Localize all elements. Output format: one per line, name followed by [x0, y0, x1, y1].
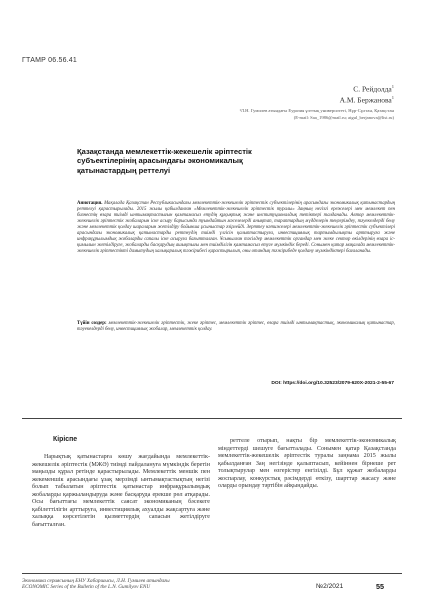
abstract-label: Аннотация. — [77, 201, 103, 206]
journal-series — [22, 578, 170, 590]
body-column-left — [32, 454, 210, 529]
title-line: қатынастардың реттелуі — [77, 165, 171, 175]
title-line: субъектілерінің арасындағы экономикалық — [77, 156, 243, 166]
author-name: А.М. Бержанова$^1$ — [339, 95, 394, 105]
body-paragraph: реттеле отырып, нақты бір мемлекеттік-экономикалық міндеттерді шешуге бағытталады. Сонымен қатар Қазақстанда мемлекеттік-жекешелік әріптестік туралы заңнама 2015 жылы қабылданған Заң негізінде қалыптасып, кейіннен бірнеше рет толықтырулар мен өзгерістер енгізілді. Бұл құжат жобаларды жоспарлау, конкурстық рәсімдерді өткізу, шарттар жасасу және оларды орындау тәртібін айқындайды. — [218, 438, 396, 490]
affiliation-email: (E-mail: Saa_1986@mail.ru; aigul_berjanova@list.ru) — [293, 115, 394, 120]
doi-link[interactable]: https://doi.org/10.32523/2079-620X-2021-2-55-67 — [283, 381, 394, 386]
page-number: 55 — [376, 582, 384, 591]
abstract — [77, 201, 395, 255]
issue-number: №2/2021 — [316, 583, 344, 590]
divider — [22, 418, 402, 419]
doi — [271, 381, 394, 386]
body-paragraph: Нарықтық қатынастарға көшу жағдайында мемлекеттік-жекешелік әріптестік (МЖӘ) тиімді пайдалануға мүмкіндік беретін маңызды құрал ретінде қарастырылады. Мемлекеттік меншік пен жекеменшік арасындағы ұзақ мерзімді ынтымақтастықтың негізі болып табылатын әріптестік қатынастар инфрақұрылымдық жобаларды қаржыландыруда және басқаруда ерекше рөл атқарады. Осы бағыттағы мемлекеттік саясат экономиканың бәсекеге қабілеттілігін арттыруға, инвестициялық ахуалды жақсартуға және халыққа көрсетілетін қызметтердің сапасын жетілдіруге бағытталған. — [32, 454, 210, 528]
footer-rule — [22, 573, 402, 574]
doi-label: DOI: — [271, 381, 282, 386]
keywords — [77, 321, 395, 333]
keywords-label: Түйін сөздер: — [77, 321, 107, 326]
affiliation: ¹Л.Н. Гумилев атындағы Еуразия ұлттық университеті, Нұр-Сұлтан, Қазақстан — [239, 108, 394, 113]
grstnti-code: ГТАМР 06.56.41 — [22, 57, 77, 64]
article-title — [77, 147, 397, 175]
series-line: ECONOMIC Series of the Bulletin of the L.N. Gumilyov ENU — [22, 584, 151, 591]
body-column-right — [218, 438, 396, 491]
author-name: С. Рейдолда$^1$ — [353, 84, 394, 94]
abstract-text: Мақалада Қазақстан Республикасындағы мемлекеттік-жекешелік әріптестік субъектілерінің арасындағы экономикалық қатынастардың реттелуі қарастырылады. 2015 жылы қабылданған «Мемлекеттік-жекешелік әріптестік туралы» Заңның негізгі ережелері мен мемлекет пен бизнестің өзара тиімді ынтымақтастығын қамтамасыз етудің құқықтық және институционалдық тетіктері талданады. Автор мемлекеттік-жекешелік әріптестік жобаларын іске асыру барысында туындайтын мәселелерді анықтап, тараптардың мүдделерін теңгерімдеу, тәуекелдерді бөлу және мемлекеттік қолдау шараларын жетілдіру бойынша ұсыныстар әзірлейді. Зерттеу нәтижелері мемлекеттік-жекешелік әріптестік субъектілері арасындағы экономикалық қатынастарды реттеудің тиімді үлгісін қалыптастыруға, инвестициялық тартымдылықты арттыруға және инфрақұрылымдық жобаларды сапалы іске асыруға бағытталған. Ұсынылған тәсілдер мемлекеттік органдар мен жеке сектор өкілдерінің өзара іс-қимылын жетілдіруге, жобаларды басқарудың ашықтығы мен тиімділігін қамтамасыз етуге мүмкіндік береді. Сонымен қатар мақалада мемлекеттік-жекешелік әріптестікті дамытудың халықаралық тәжірибесі қарастырылып, оны отандық тәжірибеде қолдану мүмкіндіктері бағаланады. — [77, 201, 395, 255]
series-line: Экономика сериясының ЕНУ Хабаршысы, Л.Н. Гумилев атындағы — [22, 578, 170, 584]
section-heading: Кіріспе — [53, 436, 78, 443]
title-line: Қазақстанда мемлекеттік-жекешелік әріптестік — [77, 147, 252, 156]
keywords-text: мемлекеттік-жекешелік әріптестік, жеке әріптес, мемлекеттік әріптес, өзара тиімді ынтымақтастық, экономикалық қатынастар, тәуекелдерді бөлу, инвестициялық жобалар, мемлекеттік қолдау. — [77, 321, 395, 333]
